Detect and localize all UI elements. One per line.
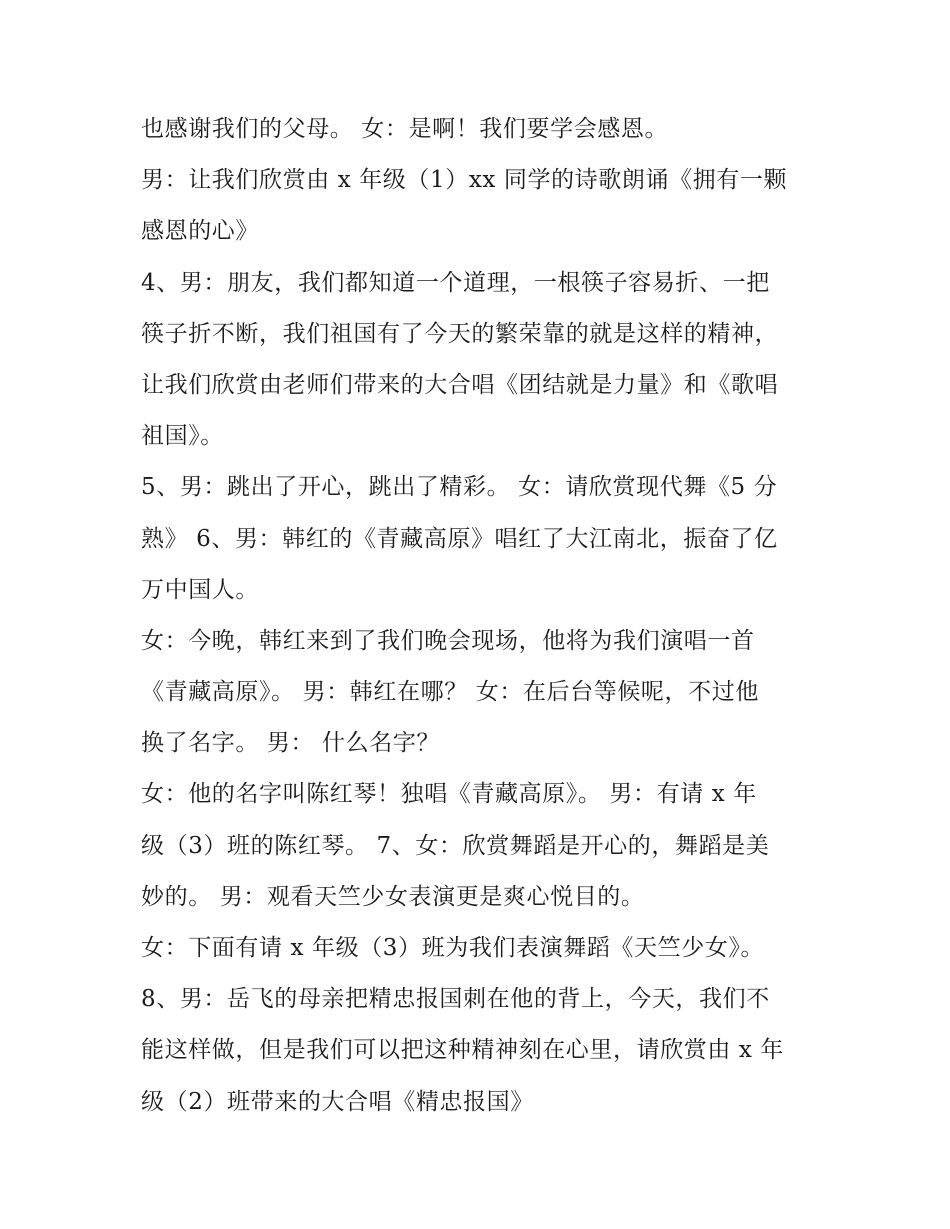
text-line: 万中国人。: [141, 576, 259, 603]
text-line: 级（2）班带来的大合唱《精忠报国》: [141, 1088, 534, 1115]
document-body: [141, 104, 821, 1128]
text-line: 5、男：跳出了开心，跳出了精彩。 女：请欣赏现代舞《5 分: [141, 474, 778, 501]
text-line: 也感谢我们的父母。 女：是啊！我们要学会感恩。: [141, 116, 669, 142]
text-line: 4、男：朋友，我们都知道一个道理，一根筷子容易折、一把: [141, 269, 770, 296]
text-line: 8、男：岳飞的母亲把精忠报国刺在他的背上，今天，我们不: [141, 986, 770, 1013]
text-line: 让我们欣赏由老师们带来的大合唱《团结就是力量》和《歌唱: [141, 371, 779, 398]
text-line: 熟》 6、男：韩红的《青藏高原》唱红了大江南北，振奋了亿: [141, 525, 778, 552]
text-line: 男：让我们欣赏由 x 年级（1）xx 同学的诗歌朗诵《拥有一颗: [141, 167, 788, 194]
text-line: 女：他的名字叫陈红琴！独唱《青藏高原》。 男：有请 x 年: [141, 781, 757, 808]
text-line: 级（3）班的陈红琴。 7、女：欣赏舞蹈是开心的，舞蹈是美: [141, 832, 770, 859]
text-line: 女：今晚，韩红来到了我们晚会现场，他将为我们演唱一首: [141, 627, 755, 654]
text-line: 妙的。 男：观看天竺少女表演更是爽心悦目的。: [141, 883, 645, 910]
text-line: 换了名字。 男： 什么名字？: [141, 730, 441, 757]
text-line: 能这样做，但是我们可以把这种精神刻在心里，请欣赏由 x 年: [141, 1037, 784, 1064]
text-line: 祖国》。: [141, 423, 224, 450]
text-line: 筷子折不断，我们祖国有了今天的繁荣靠的就是这样的精神，: [141, 320, 779, 347]
text-line: 感恩的心》: [141, 218, 259, 245]
text-line: 《青藏高原》。 男：韩红在哪？ 女：在后台等候呢，不过他: [141, 679, 759, 706]
text-line: 女：下面有请 x 年级（3）班为我们表演舞蹈《天竺少女》。: [141, 935, 765, 961]
